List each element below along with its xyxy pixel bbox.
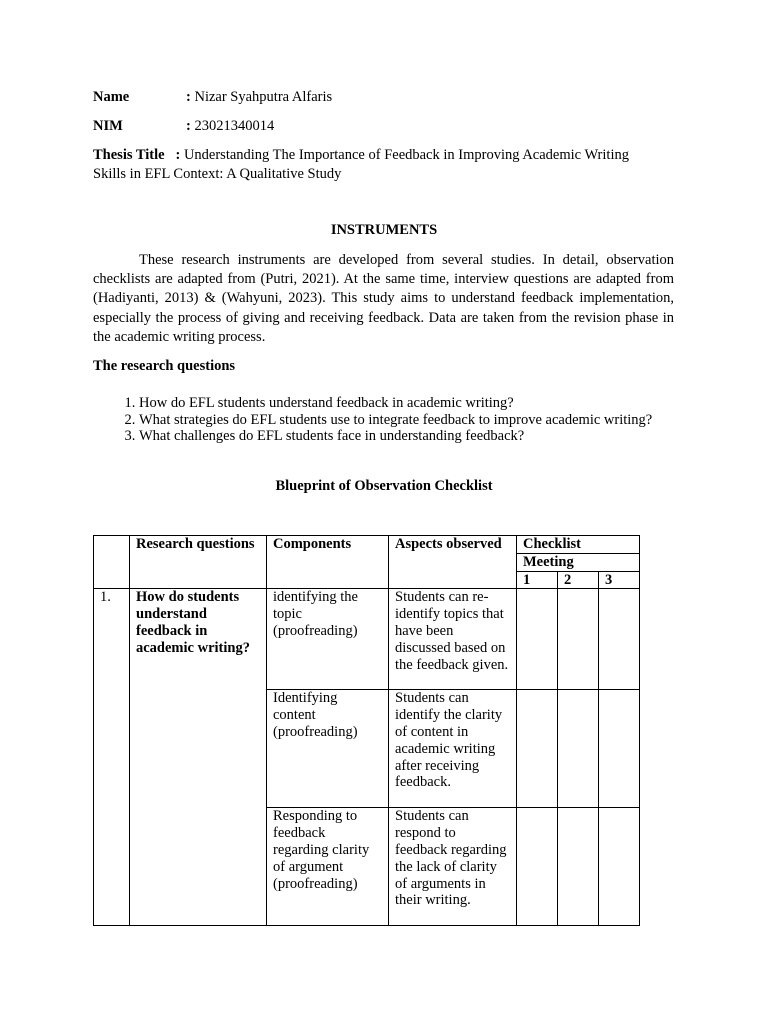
checklist-cell[interactable]	[517, 589, 558, 690]
component-cell: Identifying content (proofreading)	[267, 690, 389, 808]
observation-checklist-table	[93, 535, 640, 926]
header-components: Components	[267, 536, 389, 589]
row-number: 1.	[94, 589, 130, 926]
nim-label: NIM	[93, 118, 123, 134]
checklist-cell[interactable]	[599, 690, 640, 808]
header-aspects-observed: Aspects observed	[389, 536, 517, 589]
header-meeting-1: 1	[517, 571, 558, 589]
colon: :	[175, 147, 181, 163]
list-item: 1. How do EFL students understand feedback in academic writing?	[139, 395, 699, 412]
thesis-value-line-1: Understanding The Importance of Feedback in Improving Academic Writing	[183, 147, 629, 163]
colon: :	[186, 89, 191, 105]
header-meeting-3: 3	[599, 571, 640, 589]
checklist-cell[interactable]	[558, 690, 599, 808]
name-row	[93, 88, 683, 107]
thesis-label: Thesis Title	[93, 147, 165, 163]
header-meeting: Meeting	[517, 553, 640, 571]
blueprint-title: Blueprint of Observation Checklist	[275, 478, 493, 494]
name-label: Name	[93, 89, 130, 105]
instruments-title: INSTRUMENTS	[330, 222, 438, 238]
nim-value-wrap	[186, 117, 274, 136]
header-number-cell	[94, 536, 130, 589]
row-research-question: How do students understand feedback in academic writing?	[130, 589, 267, 926]
checklist-cell[interactable]	[517, 808, 558, 926]
thesis-row	[93, 146, 683, 184]
instruments-paragraph: These research instruments are developed from several studies. In detail, observation checklists are adapted from (Putri, 2021). At the same time, interview questions are adapted from (Hadiyanti, 2013) & (Wahyuni, 2023). This study aims to understand feedback implementation, especially the process of giving and receiving feedback. Data are taken from the revision phase in the academic writing process.	[93, 252, 674, 345]
component-cell: identifying the topic (proofreading)	[267, 589, 389, 690]
component-cell: Responding to feedback regarding clarity of argument (proofreading)	[267, 808, 389, 926]
table-row	[94, 589, 640, 690]
aspect-cell: Students can re-identify topics that have been discussed based on the feedback given.	[389, 589, 517, 690]
header-research-questions: Research questions	[130, 536, 267, 589]
list-item: 3. What challenges do EFL students face in understanding feedback?	[139, 428, 699, 445]
checklist-cell[interactable]	[517, 690, 558, 808]
nim-row	[93, 117, 683, 136]
checklist-cell[interactable]	[599, 808, 640, 926]
header-checklist: Checklist	[517, 536, 640, 554]
name-value-wrap	[186, 88, 332, 107]
research-questions-heading: The research questions	[93, 358, 236, 374]
nim-value: 23021340014	[194, 118, 275, 134]
research-questions-list	[93, 395, 699, 445]
name-value: Nizar Syahputra Alfaris	[194, 89, 333, 105]
list-item: 2. What strategies do EFL students use to integrate feedback to improve academic writing?	[139, 412, 699, 429]
checklist-cell[interactable]	[558, 808, 599, 926]
checklist-cell[interactable]	[558, 589, 599, 690]
thesis-line-1	[93, 146, 683, 165]
table-header-row	[94, 536, 640, 554]
thesis-value-line-2: Skills in EFL Context: A Qualitative Study	[93, 166, 342, 182]
header-meeting-2: 2	[558, 571, 599, 589]
colon: :	[186, 118, 191, 134]
aspect-cell: Students can respond to feedback regarding the lack of clarity of arguments in their writing.	[389, 808, 517, 926]
aspect-cell: Students can identify the clarity of content in academic writing after receiving feedback.	[389, 690, 517, 808]
checklist-cell[interactable]	[599, 589, 640, 690]
